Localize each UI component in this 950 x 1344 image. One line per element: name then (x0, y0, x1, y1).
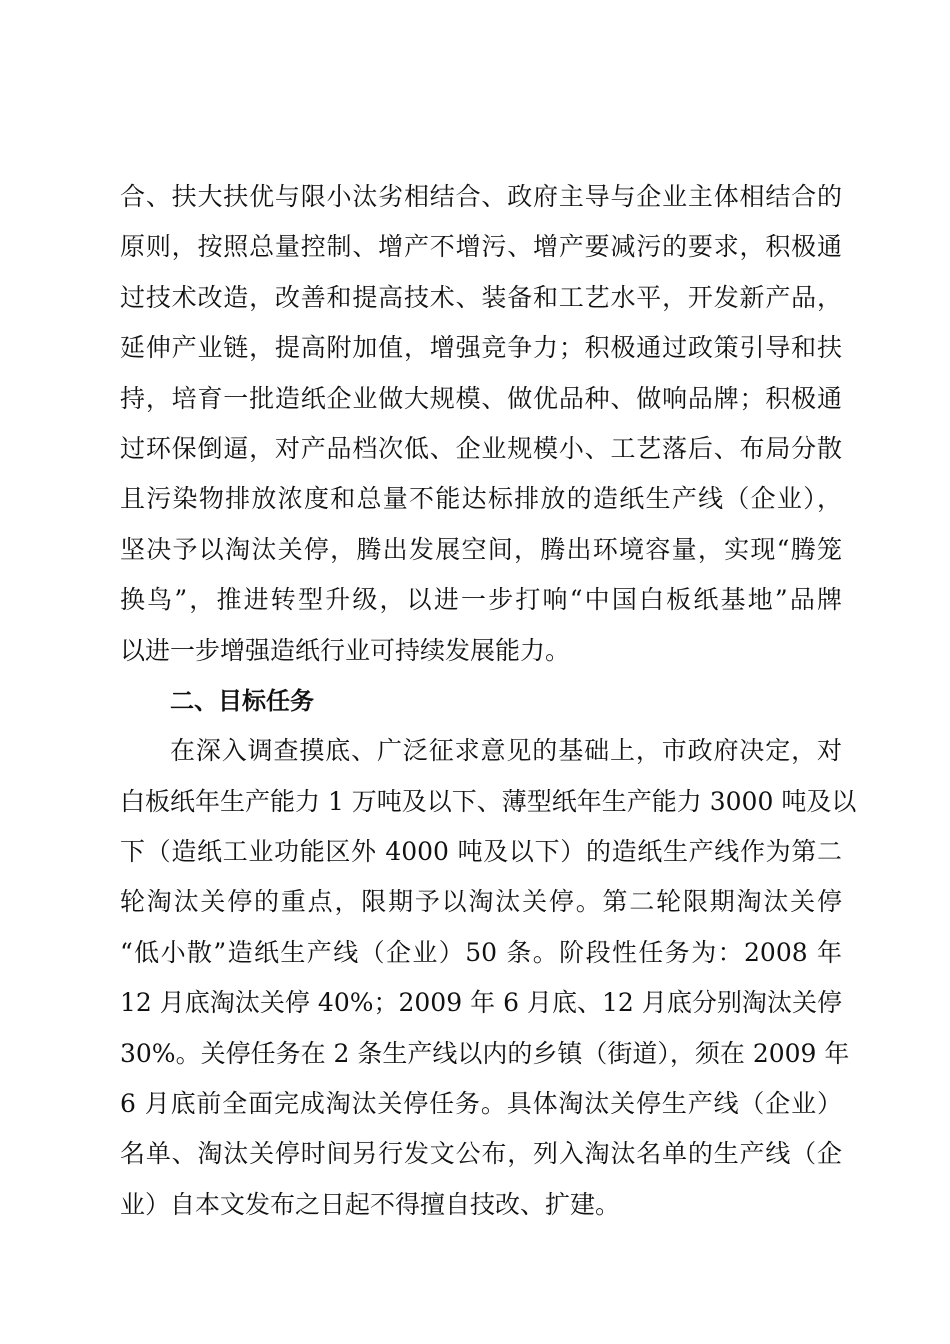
paragraph-1-line: 过技术改造，改善和提高技术、装备和工艺水平，开发新产品， (120, 282, 842, 312)
paragraph-2-line: 轮淘汰关停的重点，限期予以淘汰关停。第二轮限期淘汰关停 (120, 887, 842, 917)
paragraph-2-line: 12 月底淘汰关停 40%；2009 年 6 月底、12 月底分别淘汰关停 (120, 988, 842, 1018)
paragraph-2-line: 下（造纸工业功能区外 4000 吨及以下）的造纸生产线作为第二 (120, 837, 842, 867)
paragraph-1-line: 以进一步增强造纸行业可持续发展能力。 (120, 635, 571, 665)
paragraph-2-line: 白板纸年生产能力 1 万吨及以下、薄型纸年生产能力 3000 吨及以 (120, 786, 857, 816)
paragraph-2-line: 6 月底前全面完成淘汰关停任务。具体淘汰关停生产线（企业） (120, 1089, 842, 1119)
paragraph-1-line: 合、扶大扶优与限小汰劣相结合、政府主导与企业主体相结合的 (120, 182, 842, 211)
paragraph-1-line: 换鸟”，推进转型升级，以进一步打响“中国白板纸基地”品牌 (120, 585, 842, 615)
paragraph-2-line: “低小散”造纸生产线（企业）50 条。阶段性任务为：2008 年 (120, 937, 842, 967)
paragraph-1-line: 原则，按照总量控制、增产不增污、增产要减污的要求，积极通 (120, 232, 842, 262)
paragraph-1-line: 持，培育一批造纸企业做大规模、做优品种、做响品牌；积极通 (120, 383, 842, 413)
paragraph-2-line: 名单、淘汰关停时间另行发文公布，列入淘汰名单的生产线（企 (120, 1139, 842, 1169)
paragraph-2-line: 业）自本文发布之日起不得擅自技改、扩建。 (120, 1189, 621, 1219)
paragraph-2-line: 30%。关停任务在 2 条生产线以内的乡镇（街道），须在 2009 年 (120, 1038, 850, 1068)
paragraph-2-line: 在深入调查摸底、广泛征求意见的基础上，市政府决定，对 (170, 736, 842, 766)
paragraph-1-line: 且污染物排放浓度和总量不能达标排放的造纸生产线（企业）， (120, 484, 842, 514)
paragraph-1-line: 坚决予以淘汰关停，腾出发展空间，腾出环境容量，实现“腾笼 (120, 534, 842, 564)
document-body (120, 172, 857, 1230)
paragraph-1-line: 延伸产业链，提高附加值，增强竞争力；积极通过政策引导和扶 (120, 333, 842, 363)
section-heading: 二、目标任务 (170, 686, 314, 715)
paragraph-1-line: 过环保倒逼，对产品档次低、企业规模小、工艺落后、布局分散 (120, 433, 842, 463)
